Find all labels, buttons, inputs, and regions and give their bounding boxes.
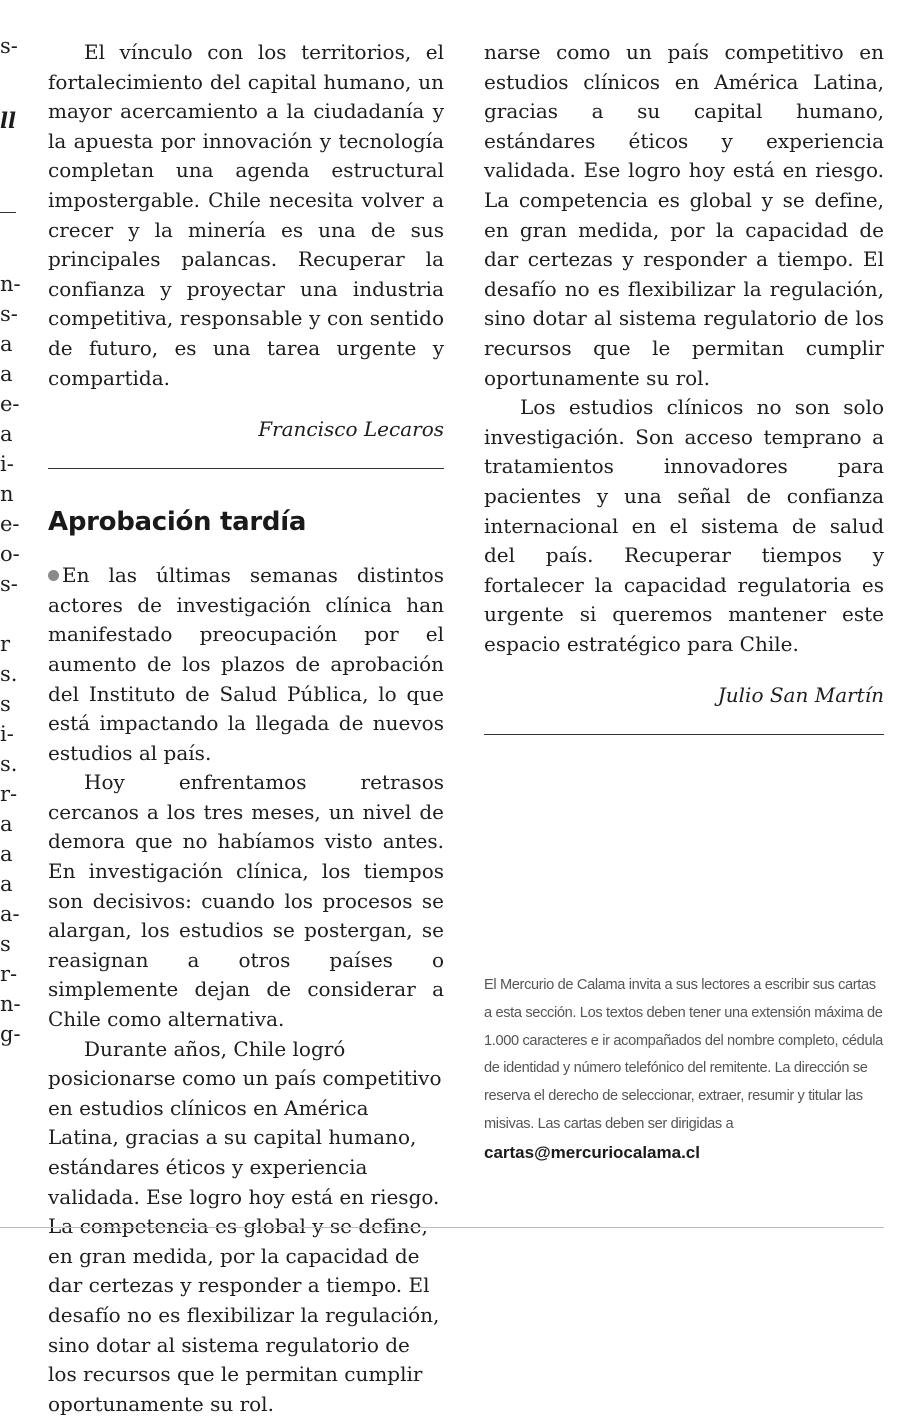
letter-2-paragraph: En las últimas semanas distintos actores de investigación clínica han manifestado preocupación por el aumento de los plazos de aprobación del Instituto de Salud Pública, lo que está impactando la llegada de nuevos estudios al país.: [48, 563, 444, 765]
prev-column-fragment: g-: [0, 1022, 21, 1046]
prev-column-fragment: e-: [0, 512, 20, 536]
letters-email-link[interactable]: cartas@mercuriocalama.cl: [484, 1142, 700, 1162]
letter-divider: [484, 734, 884, 735]
bullet-icon: [48, 570, 59, 581]
prev-column-fragment: a: [0, 362, 13, 386]
letter-2-paragraph-start: Durante años, Chile logró posicionarse como un país competitivo en estudios clínicos en América Latina, gracias a su capital humano, estándares éticos y experiencia validada. Ese logro hoy está en riesgo. La competencia es global y se define, en gran medida, por la capacidad de dar certezas y responder a tiempo. El desafío no es flexibilizar la regulación, sino dotar al sistema regulatorio de los recursos que le permitan cumplir oportunamente su rol.: [48, 1036, 442, 1416]
prev-column-fragment: a: [0, 422, 13, 446]
prev-column-fragment: s: [0, 692, 11, 716]
letter-2-title: Aprobación tardía: [48, 507, 307, 538]
letter-1-paragraph: El vínculo con los territorios, el fortalecimiento del capital humano, un mayor acercamiento a la ciudadanía y la apuesta por innovación y tecnología completan una agenda estructural impostergable. Chile necesita volver a crecer y la minería es una de sus principales palancas. Recuperar la confianza y proyectar una industria competitiva, responsable y con sentido de futuro, es una tarea urgente y compartida.: [48, 40, 444, 390]
letter-1-signature: Francisco Lecaros: [258, 417, 444, 442]
prev-column-fragment: a: [0, 872, 13, 896]
letter-divider: [48, 468, 444, 469]
prev-column-fragment: a: [0, 842, 13, 866]
right-column: [484, 38, 884, 735]
prev-column-fragment: s: [0, 932, 11, 956]
prev-column-divider: [0, 212, 16, 213]
prev-column-fragment: n-: [0, 272, 21, 296]
letter-2-paragraph-continued: narse como un país competitivo en estudios clínicos en América Latina, gracias a su capital humano, estándares éticos y experiencia validada. Ese logro hoy está en riesgo. La competencia es global y se define, en gran medida, por la capacidad de dar certezas y responder a tiempo. El desafío no es flexibilizar la regulación, sino dotar al sistema regulatorio de los recursos que le permitan cumplir oportunamente su rol.: [484, 40, 884, 390]
prev-column-fragment: a: [0, 332, 13, 356]
letter-2-paragraph: Hoy enfrentamos retrasos cercanos a los tres meses, un nivel de demora que no habíamos visto antes. En investigación clínica, los tiempos son decisivos: cuando los procesos se alargan, los estudios se postergan, se reasignan a otros países o simplemente dejan de considerar a Chile como alternativa.: [48, 770, 444, 1032]
notice-text: El Mercurio de Calama invita a sus lectores a escribir sus cartas a esta sección. Los textos deben tener una extensión máxima de 1.000 caracteres e ir acompañados del nombre completo, cédula de identidad y número telefónico del remitente. La dirección se reserva el derecho de seleccionar, extraer, resumir y titular las misivas. Las cartas deben ser dirigidas a: [484, 977, 883, 1132]
prev-column-fragment: r-: [0, 782, 18, 806]
prev-column-fragment: s.: [0, 662, 18, 686]
prev-column-fragment: s-: [0, 34, 18, 58]
prev-column-fragment: a: [0, 812, 13, 836]
page-bottom-rule: [0, 1227, 884, 1228]
prev-column-fragment: o-: [0, 542, 20, 566]
prev-column-fragment: i-: [0, 452, 14, 476]
prev-column-fragment: a-: [0, 902, 20, 926]
letters-submission-notice: [484, 972, 884, 1169]
prev-column-fragment: ll: [0, 108, 16, 133]
prev-column-fragment: r-: [0, 962, 18, 986]
prev-column-fragment: s.: [0, 752, 18, 776]
prev-column-fragment: n: [0, 482, 14, 506]
middle-column: [48, 38, 444, 1416]
letter-2-signature: Julio San Martín: [717, 683, 884, 708]
prev-column-fragment: s-: [0, 302, 18, 326]
prev-column-fragment: e-: [0, 392, 20, 416]
prev-column-fragment: i-: [0, 722, 14, 746]
prev-column-fragment: n-: [0, 992, 21, 1016]
letter-2-paragraph: Los estudios clínicos no son solo investigación. Son acceso temprano a tratamientos innovadores para pacientes y una señal de confianza internacional en el sistema de salud del país. Recuperar tiempos y fortalecer la capacidad regulatoria es urgente si queremos mantener este espacio estratégico para Chile.: [484, 395, 884, 656]
prev-column-fragment: s-: [0, 572, 18, 596]
prev-column-fragment: r: [0, 632, 11, 656]
